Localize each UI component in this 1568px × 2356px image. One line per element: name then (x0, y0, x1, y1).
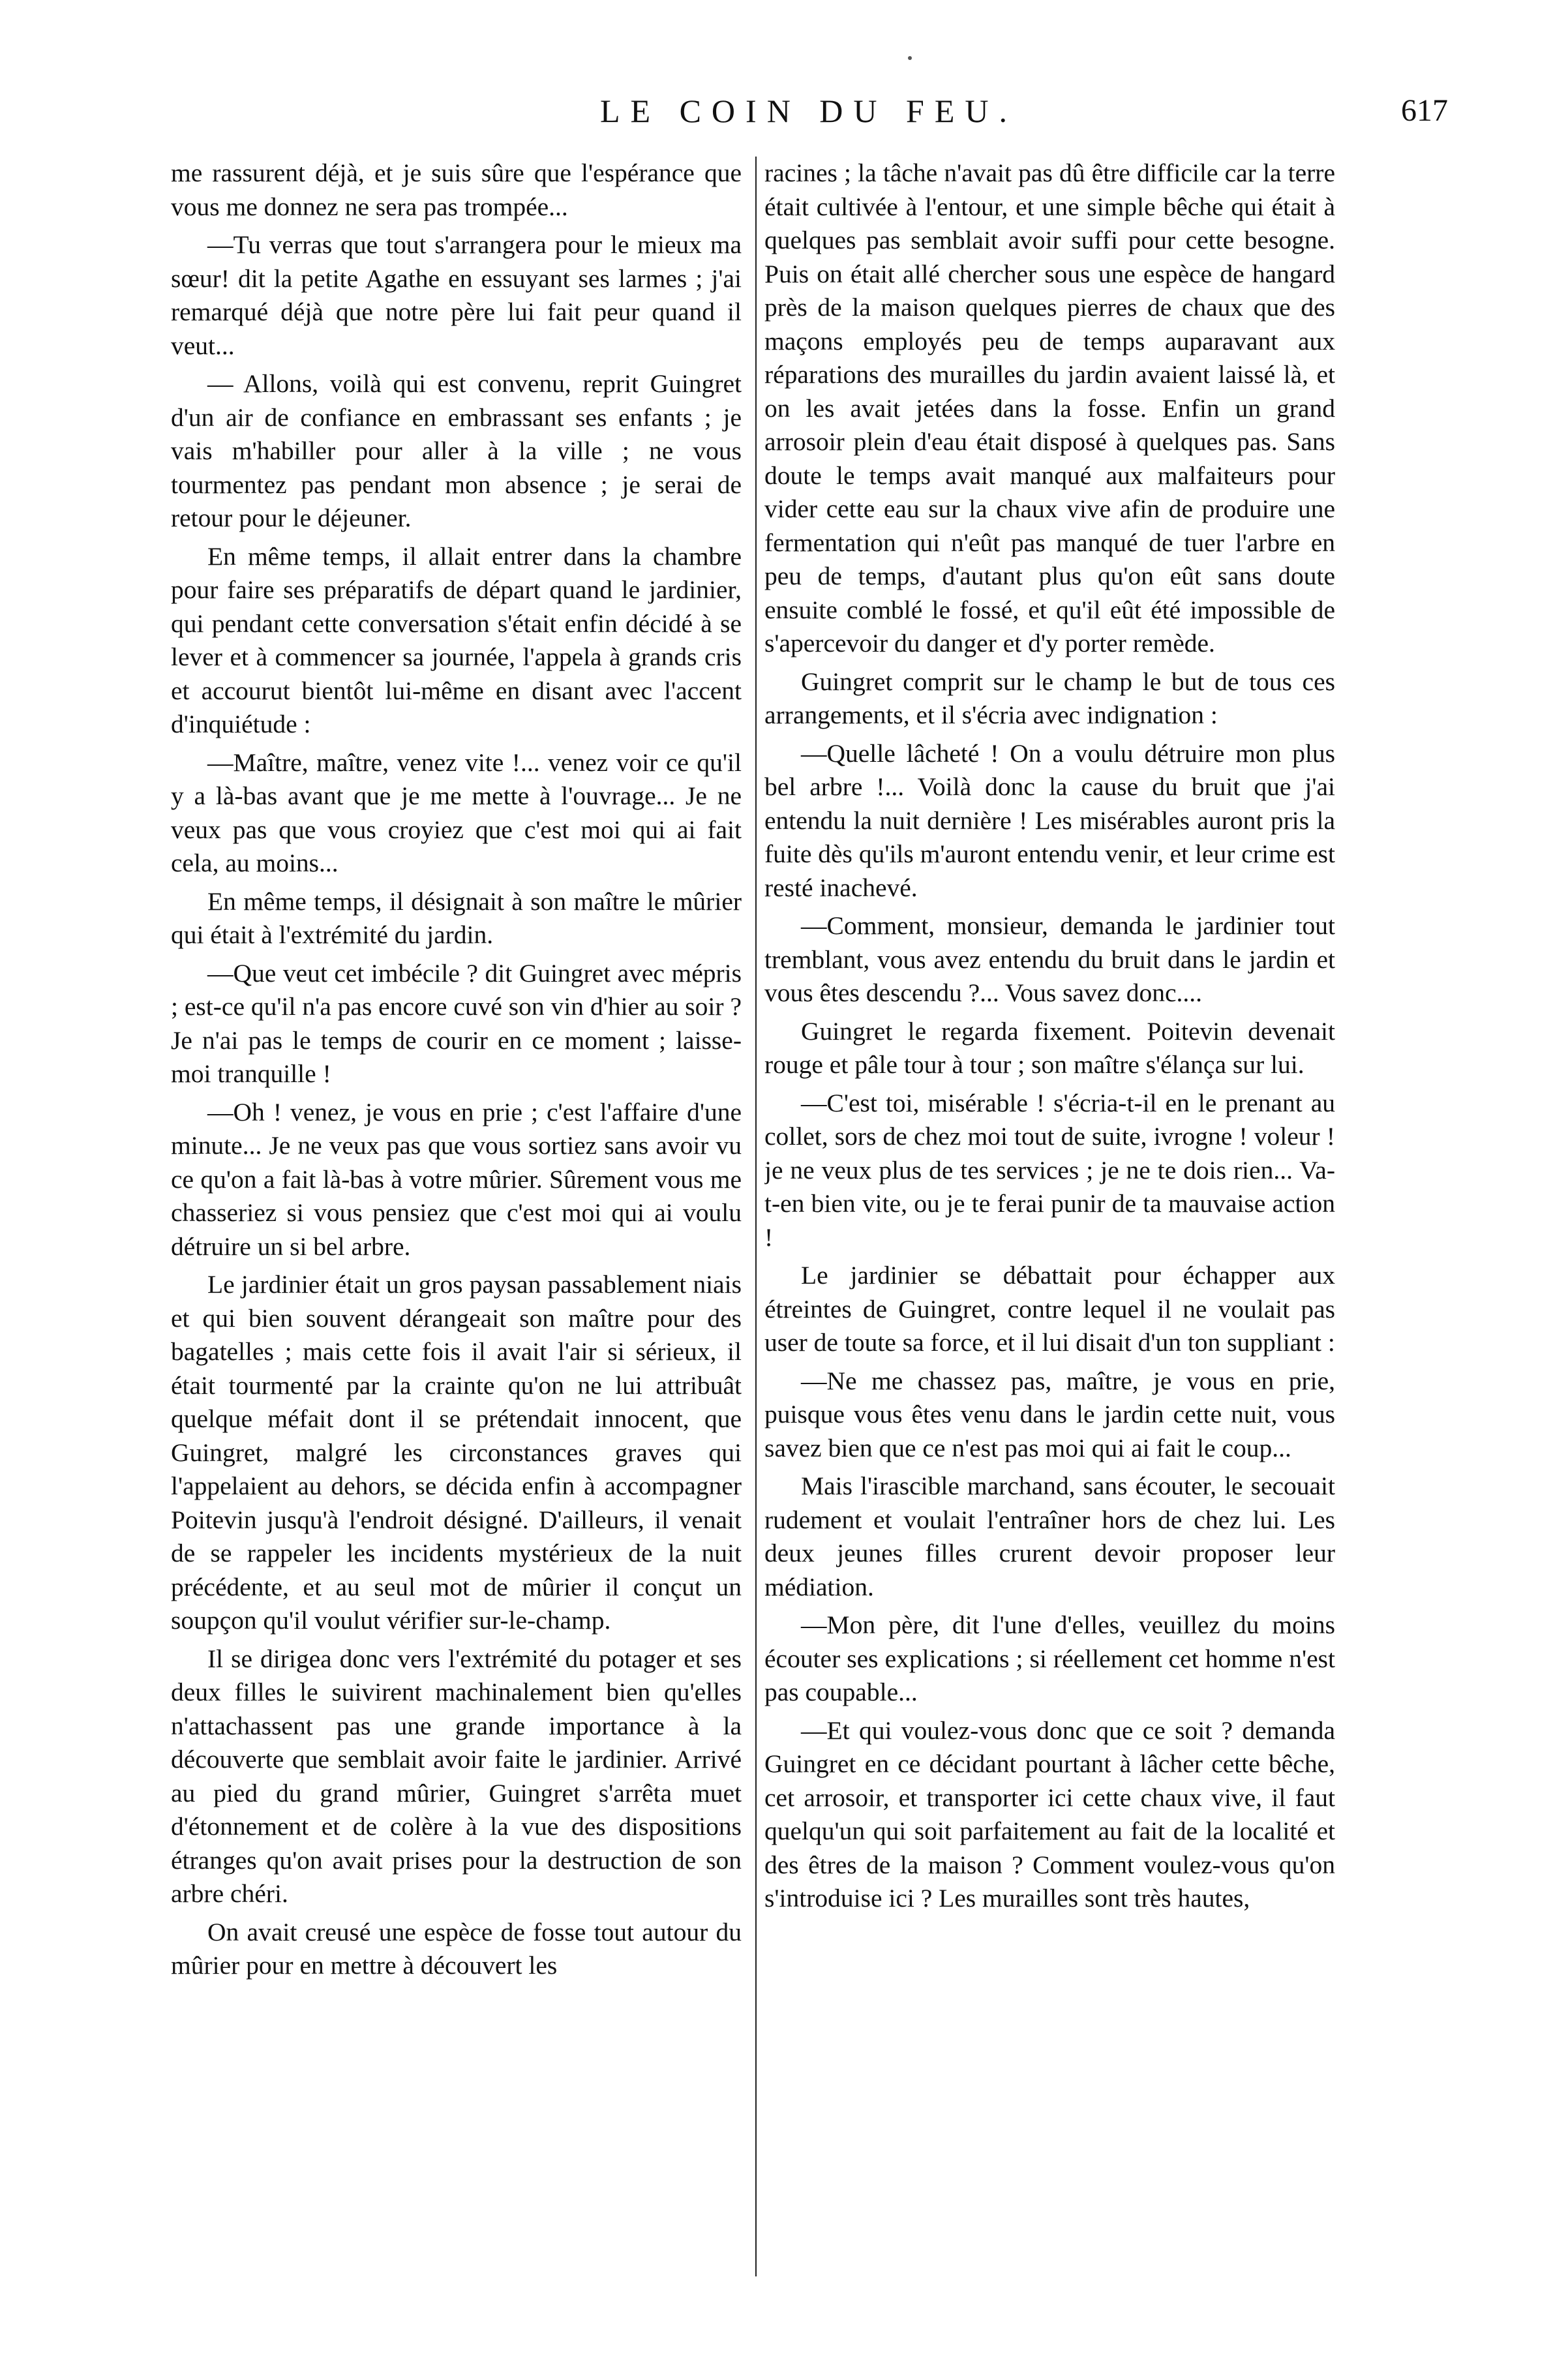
paragraph: On avait creusé une espèce de fosse tout autour du mûrier pour en mettre à découvert les (171, 1917, 742, 1980)
column-divider (755, 157, 757, 2276)
paragraph: Il se dirigea donc vers l'extrémité du potager et ses deux filles le suivirent machinalement bien qu'elles n'attachassent pas une grande importance à la découverte que semblait avoir faite le jardinier. Arrivé au pied du grand mûrier, Guingret s'arrêta muet d'étonnement et de colère à la vue des dispositions étranges qu'on avait prises pour la destruction de son arbre chéri. (171, 1644, 742, 1908)
paragraph: —Comment, monsieur, demanda le jardinier tout tremblant, vous avez entendu du bruit dans le jardin et vous êtes descendu ?... Vous savez donc.... (764, 911, 1335, 1007)
paragraph: —Quelle lâcheté ! On a voulu détruire mon plus bel arbre !... Voilà donc la cause du bruit que j'ai entendu la nuit dernière ! Les misérables auront pris la fuite dès qu'ils m'auront entendu venir, et leur crime est resté inachevé. (764, 738, 1335, 902)
paragraph: me rassurent déjà, et je suis sûre que l'espérance que vous me donnez ne sera pas trompée... (171, 159, 742, 221)
paragraph: —C'est toi, misérable ! s'écria-t-il en le prenant au collet, sors de chez moi tout de suite, ivrogne ! voleur ! je ne veux plus de tes services ; je ne te dois rien... Va-t-en bien vite, ou je te ferai punir de ta mauvaise action ! (764, 1088, 1335, 1252)
paragraph: En même temps, il allait entrer dans la chambre pour faire ses préparatifs de départ quand le jardinier, qui pendant cette conversation s'était enfin décidé à se lever et à commencer sa journée, l'appela à grands cris et accourut bientôt lui-même en disant avec l'accent d'inquiétude : (171, 541, 742, 738)
paragraph: —Maître, maître, venez vite !... venez voir ce qu'il y a là-bas avant que je me mette à l'ouvrage... Je ne veux pas que vous croyiez que c'est moi qui ai fait cela, au moins... (171, 748, 742, 877)
paragraph: racines ; la tâche n'avait pas dû être difficile car la terre était cultivée à l'entour, et une simple bêche qui était à quelques pas semblait avoir suffi pour cette besogne. Puis on était allé chercher sous une espèce de hangard près de la maison quelques pierres de chaux que des maçons employés peu de temps auparavant aux réparations des murailles du jardin avaient laissé là, et on les avait jetées dans la fosse. Enfin un grand arrosoir plein d'eau était disposé à quelques pas. Sans doute le temps avait manqué aux malfaiteurs pour vider cette eau sur la chaux vive afin de produire une fermentation qui n'eût pas manqué de tuer l'arbre en peu de temps, d'autant plus qu'on eût sans doute ensuite comblé le fossé, et qu'il eût été impossible de s'apercevoir du danger et d'y porter remède. (764, 159, 1335, 657)
paragraph: En même temps, il désignait à son maître le mûrier qui était à l'extrémité du jardin. (171, 886, 742, 949)
paragraph: Le jardinier était un gros paysan passablement niais et qui bien souvent dérangeait son maître pour des bagatelles ; mais cette fois il avait l'air si sérieux, il était tourmenté par la crainte qu'on ne lui attribuât quelque méfait dont il se prétendait innocent, que Guingret, malgré les circonstances graves qui l'appelaient au dehors, se décida enfin à accompagner Poitevin jusqu'à l'endroit désigné. D'ailleurs, il venait de se rappeler les incidents mystérieux de la nuit précédente, et au seul mot de mûrier il conçut un soupçon qu'il voulut vérifier sur-le-champ. (171, 1270, 742, 1635)
right-column (764, 157, 1335, 2257)
paragraph: Le jardinier se débattait pour échapper aux étreintes de Guingret, contre lequel il ne voulait pas user de toute sa force, et il lui disait d'un ton suppliant : (764, 1261, 1335, 1357)
paragraph: —Oh ! venez, je vous en prie ; c'est l'affaire d'une minute... Je ne veux pas que vous sortiez sans avoir vu ce qu'on a fait là-bas à votre mûrier. Sûrement vous me chasseriez si vous pensiez que c'est moi qui ai voulu détruire un si bel arbre. (171, 1097, 742, 1261)
paragraph: Mais l'irascible marchand, sans écouter, le secouait rudement et voulait l'entraîner hors de chez lui. Les deux jeunes filles crurent devoir proposer leur médiation. (764, 1472, 1335, 1601)
running-title: LE COIN DU FEU. (600, 93, 1018, 129)
paragraph: —Tu verras que tout s'arrangera pour le mieux ma sœur! dit la petite Agathe en essuyant ses larmes ; j'ai remarqué déjà que notre père lui fait peur quand il veut... (171, 230, 742, 360)
paragraph: —Ne me chassez pas, maître, je vous en prie, puisque vous êtes venu dans le jardin cette nuit, vous savez bien que ce n'est pas moi qui ai fait le coup... (764, 1366, 1335, 1462)
print-speck (908, 56, 912, 60)
paragraph: — Allons, voilà qui est convenu, reprit Guingret d'un air de confiance en embrassant ses enfants ; je vais m'habiller pour aller à la ville ; ne vous tourmentez pas pendant mon absence ; je serai de retour pour le déjeuner. (171, 369, 742, 532)
paragraph: —Que veut cet imbécile ? dit Guingret avec mépris ; est-ce qu'il n'a pas encore cuvé son vin d'hier au soir ? Je n'ai pas le temps de courir en ce moment ; laisse-moi tranquille ! (171, 958, 742, 1088)
paragraph: —Et qui voulez-vous donc que ce soit ? demanda Guingret en ce décidant pourtant à lâcher cette bêche, cet arrosoir, et transporter ici cette chaux vive, il faut quelqu'un qui soit parfaitement au fait de la localité et des êtres de la maison ? Comment voulez-vous qu'on s'introduise ici ? Les murailles sont très hautes, (764, 1715, 1335, 1912)
paragraph: Guingret comprit sur le champ le but de tous ces arrangements, et il s'écria avec indignation : (764, 667, 1335, 729)
left-column (171, 157, 742, 2257)
paragraph: —Mon père, dit l'une d'elles, veuillez du moins écouter ses explications ; si réellement cet homme n'est pas coupable... (764, 1610, 1335, 1706)
paragraph: Guingret le regarda fixement. Poitevin devenait rouge et pâle tour à tour ; son maître s'élança sur lui. (764, 1016, 1335, 1079)
running-head (170, 91, 1448, 130)
page-number: 617 (1401, 93, 1448, 128)
